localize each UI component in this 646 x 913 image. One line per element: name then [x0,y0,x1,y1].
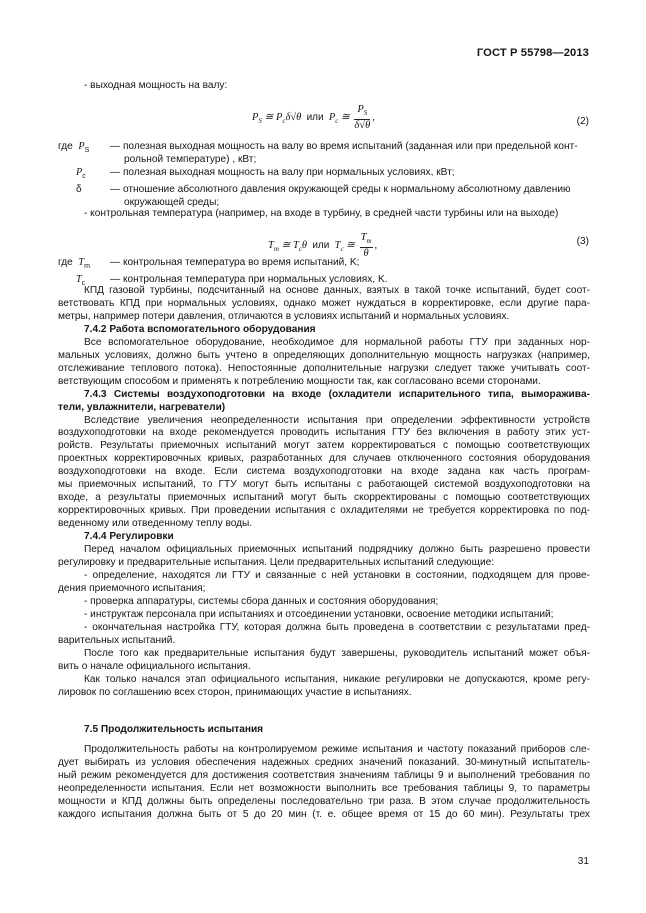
formula-or: или [306,111,324,123]
section-title: 7.5 Продолжительность испытания [84,724,264,735]
page-number: 31 [577,856,589,867]
text-line: КПД газовой турбины, подсчитанный на основе данных, взятых в такой точке испытаний, будет соот- [84,285,590,296]
text-line: метры, например потери давления, отличаются в условиях испытаний и нормальных условиях. [58,310,510,322]
paragraph [58,570,590,596]
formula-expression: ≅ T [281,239,299,251]
formula-subscript: c [335,117,339,126]
definition-row [58,141,590,167]
formula-approx: ≅ [346,239,355,251]
paragraph [58,622,590,648]
formula-comma: , [374,239,378,251]
fraction-numerator: P [357,104,364,115]
formula-symbol: P [328,111,336,123]
text-line: мальных условиях, должно быть учтено в определяющих дополнительную мощность нагрузках (например, [58,349,590,361]
formula-subscript: c [340,245,344,254]
text-line: - выходная мощность на валу: [84,80,228,91]
text-line: входе, а результаты приемочных испытаний могут быть скорректированы с помощью соответствующих [58,492,590,504]
definition-prefix: где [58,141,73,152]
definition-symbol: P [76,166,83,178]
definition-symbol: P [78,141,85,152]
formula-comma: , [372,111,375,123]
text-line: - инструктаж персонала при испытаниях и отсоединении установки, освоение методики испытаний; [84,608,554,620]
document-id: ГОСТ Р 55798—2013 [476,47,589,59]
text-line: мощности и КПД должны быть определены последовательно три раза. В этом случае продолжительность [58,795,590,807]
definition-row [58,184,590,210]
text-line: ный режим рекомендуется для достижения соответствия значениям таблицы 9 и выполнений требования по [58,769,590,781]
text-line: варительных испытаний. [58,634,176,646]
formula-subscript: m [366,237,372,246]
formula-subscript: c [298,245,302,254]
formula-subscript: m [273,245,279,254]
definition-subscript: S [84,147,90,155]
formula-subscript: S [363,109,368,118]
control-temp-intro [58,208,590,221]
text-line: лировок по соглашению всех сторон, принимающих участие в испытаниях. [58,686,412,698]
fraction-denominator: θ [363,248,369,260]
text-line: Вследствие увеличения неопределенности испытания при определении эффективности устройств [84,414,590,426]
text-line: веденному или отведенному теплу воды. [58,518,253,530]
formula-2 [252,104,375,131]
definition-text: — полезная выходная мощность на валу во время испытаний (заданная или при предельной конт- [110,141,578,152]
formula-fraction [360,232,373,259]
text-line: отслеживание теплового потока). Непостоянные дополнительные нагрузки следует также учитывать соот- [58,362,590,374]
paragraph [58,415,590,532]
text-line: 7.4.3 Системы воздухоподготовки на входе (охладители испарительного типа, вымораживa- [84,388,590,400]
formula-expression: δ√θ [285,111,302,123]
formula-3 [268,232,377,259]
definition-symbol: T [76,273,82,285]
text-line: мы приемочных испытаний, то ГТУ могут быть испытаны с работающей системой воздухоподготовки на [58,479,590,491]
text-line: 7.4.2 Работа вспомогательного оборудования [84,323,316,335]
text-line: корректировочных кривых. При проведении испытания с охладителями не требуется корректировка по под- [58,505,590,517]
fraction-denominator: δ√θ [354,120,371,132]
formula-2-definitions [58,141,590,210]
paragraph [58,285,590,324]
formula-symbol: T [334,239,341,251]
text-line: После того как предварительные испытания будут завершены, руководитель испытаний может объя- [84,647,590,659]
paragraph [58,648,590,674]
text-line: Продолжительность работы на контролируемом режиме испытания и частоту показаний приборов сле- [84,744,590,755]
text-line: дения приемочного испытания; [58,582,206,594]
formula-symbol: T [268,239,274,251]
paragraph [58,324,590,337]
text-line: тели, увлажнители, нагреватели) [58,401,226,413]
definition-row [58,167,590,184]
text-line: ветствовать КПД при нормальных условиях, однако может нуждаться в корректировке, если другие пара- [58,297,590,309]
definition-symbol: T [78,257,85,268]
body-text [58,285,590,700]
definition-subscript: c [82,172,86,180]
text-line: дует выбирать из условия обеспечения надежных средних значений показаний. 30-минутный испытатель- [58,756,590,768]
equation-number: (2) [576,116,589,127]
paragraph [58,337,590,389]
text-line: Как только начался этап официального испытания, никакие регулировки не допускаются, кроме регу- [84,673,590,685]
definition-prefix: где [58,257,73,268]
paragraph [58,544,590,570]
text-line: воздухоподготовки на входе. Если система воздухоподготовки на входе задана как часть програм- [58,466,590,478]
section-7-5-text [58,744,590,822]
shaft-power-intro [58,80,590,93]
definition-text: — отношение абсолютного давления окружающей среды к нормальному абсолютному давлению [110,183,571,195]
paragraph [58,596,590,609]
paragraph [58,674,590,700]
text-line: - проверка аппаратуры, системы сбора данных и состояния оборудования; [84,595,439,607]
definition-text: рольной температуре) , кВт; [124,153,257,165]
definition-text: — контрольная температура при нормальных условиях, K. [110,273,388,285]
text-line: воздухоподготовки на входе рекомендуется проводить испытания ГТУ без включения в работу этих уст- [58,427,590,439]
fraction-numerator: T [360,232,367,243]
definition-symbol: δ [76,183,82,195]
text-line: Перед началом официальных приемочных испытаний подрядчику должно быть разрешено провести [84,544,590,556]
definition-subscript: m [84,263,90,271]
text-line: неопределенности испытания. Если нет возможности выполнить все требования таблицы 9, то параметры [58,782,590,794]
definition-text: — полезная выходная мощность на валу при нормальных условиях, кВт; [110,166,455,178]
text-line: 7.4.4 Регулировки [84,531,174,543]
equation-number: (3) [576,236,589,247]
formula-subscript: c [282,117,286,126]
text-line: проектных корректировочных кривых, разработанных для случаев отключенного состояния оборудования [58,453,590,465]
text-line: - определение, находятся ли ГТУ и связанные с ней установки в состоянии, подходящем для прове- [84,569,590,581]
definition-row [58,257,590,274]
formula-or: или [312,239,330,251]
formula-approx: ≅ [340,111,350,123]
section-7-5-heading [58,724,590,737]
definition-text: окружающей среды; [124,196,220,208]
definition-subscript: c [81,280,86,288]
text-line: - окончательная настройка ГТУ, которая должна быть проведена в соответствии с результатами пред- [84,621,590,633]
text-line: ройств. Результаты приемочных испытаний могут затем корректироваться с помощью соответствующих [58,440,590,452]
definition-text: — контрольная температура во время испытаний, K; [110,257,360,268]
text-line: - контрольная температура (например, на входе в турбину, в средней части турбины или на выходе) [84,208,559,219]
text-line: каждого испытания должна быть от 5 до 20 мин (т. е. общее время от 15 до 60 мин). Результаты трех [58,808,590,820]
formula-symbol: P [252,111,259,123]
formula-subscript: S [258,117,262,126]
formula-expression: ≅ P [264,111,283,123]
text-line: Все вспомогательное оборудование, необходимое для нормальной работы ГТУ при заданных нор- [84,336,590,348]
paragraph [58,531,590,544]
text-line: регулировку и предварительные испытания. Цели предварительных испытаний следующие: [58,557,495,569]
paragraph [58,389,590,415]
text-line: ветствующим способом и применять к потреблению мощности так, как согласовано всеми сторонами. [58,375,541,387]
text-line: вить о начале официального испытания. [58,660,251,672]
formula-fraction [354,104,370,131]
formula-expression: θ [301,239,308,251]
paragraph [58,609,590,622]
